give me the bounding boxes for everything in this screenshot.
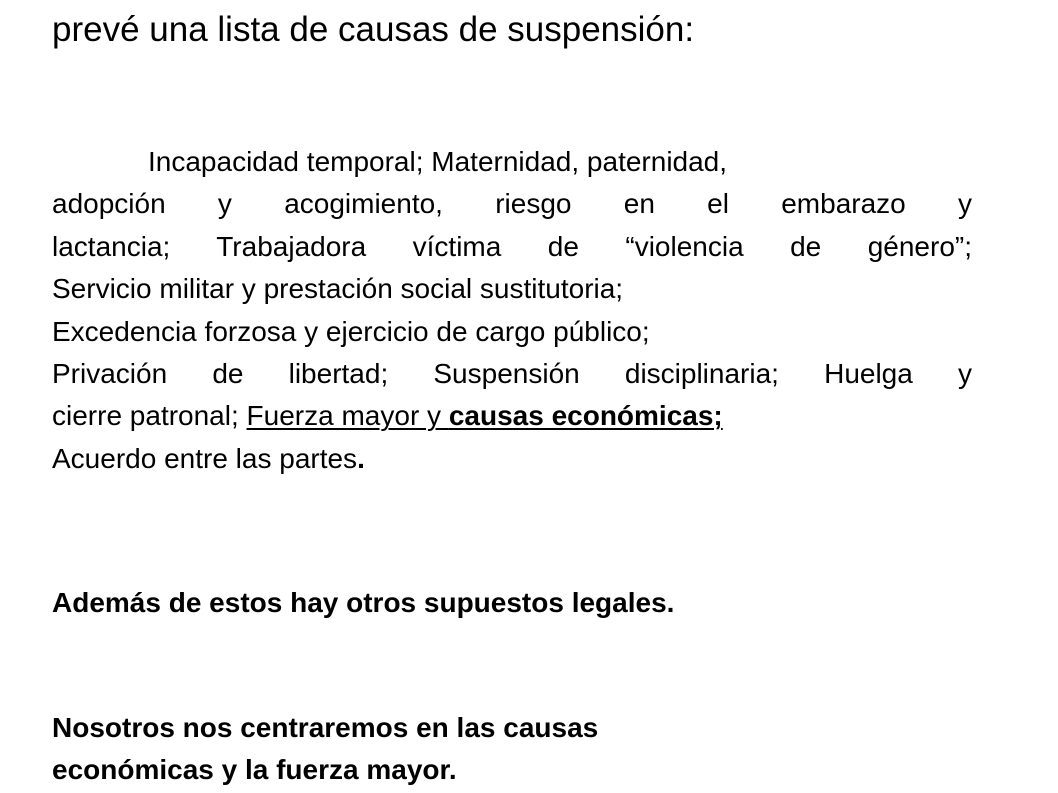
causes-acuerdo: Acuerdo entre las partes [52, 442, 358, 474]
focus-statement [52, 707, 598, 791]
causes-line-7 [52, 395, 972, 437]
page-heading: prevé una lista de causas de suspensión: [52, 10, 695, 49]
causes-line-4: Servicio militar y prestación social sustitutoria; [52, 273, 624, 305]
causes-final-period: . [357, 442, 365, 474]
causes-line-6: Privación de libertad; Suspensión disciplinaria; Huelga y [52, 358, 972, 390]
causes-line-2: adopción y acogimiento, riesgo en el embarazo y [52, 188, 972, 220]
causes-line-1: Incapacidad temporal; Maternidad, paternidad, [148, 146, 728, 177]
additional-cases-note: Además de estos hay otros supuestos legales. [52, 587, 675, 618]
causes-line-5: Excedencia forzosa y ejercicio de cargo público; [52, 315, 650, 347]
causes-economicas: causas económicas; [448, 400, 723, 432]
focus-line-2: económicas y la fuerza mayor. [52, 754, 457, 785]
focus-line-1: Nosotros nos centraremos en las causas [52, 712, 599, 743]
suspension-causes-paragraph [52, 141, 972, 480]
causes-cierre-patronal: cierre patronal; [52, 400, 239, 432]
causes-underlined-phrase [247, 400, 723, 431]
causes-line-3: lactancia; Trabajadora víctima de “violencia de género”; [52, 230, 972, 262]
causes-line-8 [52, 438, 972, 480]
causes-fuerza-mayor: Fuerza mayor y [246, 400, 442, 432]
